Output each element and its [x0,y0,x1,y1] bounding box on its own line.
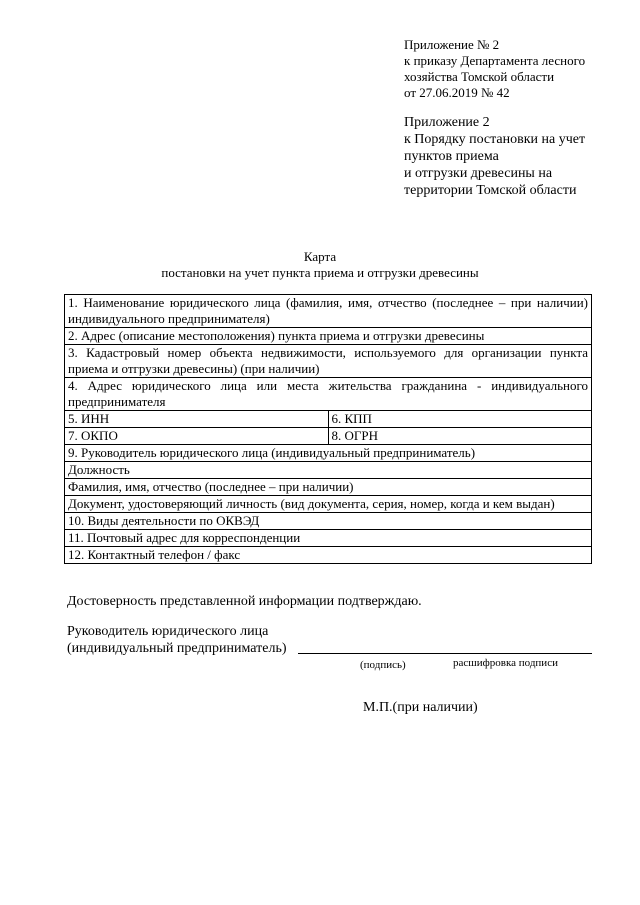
seal-placeholder: М.П.(при наличии) [363,700,478,715]
table-row [65,295,592,328]
table-row [65,411,592,428]
document-title [0,249,640,281]
identity-document-cell: Документ, удостоверяющий личность (вид документа, серия, номер, когда и кем выдан) [65,496,592,513]
head-cell: 9. Руководитель юридического лица (индивидуальный предприниматель) [65,445,592,462]
appendix-line: от 27.06.2019 № 42 [404,85,510,100]
signature-line [298,653,592,654]
cadastral-number-cell: 3. Кадастровый номер объекта недвижимости, используемого для организации пункта приема и отгрузки древесины) (при наличии) [65,345,592,378]
appendix-line: Приложение № 2 [404,37,500,52]
appendix2-line: Приложение 2 [404,115,490,130]
title-line2: постановки на учет пункта приема и отгрузки древесины [161,265,479,280]
okpo-cell: 7. ОКПО [65,428,329,445]
phone-fax-cell: 12. Контактный телефон / факс [65,547,592,564]
confirmation-text: Достоверность представленной информации подтверждаю. [67,594,422,609]
postal-address-cell: 11. Почтовый адрес для корреспонденции [65,530,592,547]
table-row [65,378,592,411]
table-row [65,496,592,513]
appendix2-line: пунктов приема [404,149,499,164]
signatory-label-line2: (индивидуальный предприниматель) [67,641,287,656]
appendix2-line: и отгрузки древесины на [404,166,553,181]
signatory-label [67,623,287,657]
full-name-cell: Фамилия, имя, отчество (последнее – при наличии) [65,479,592,496]
signature-caption: (подпись) [360,659,406,671]
appendix2-header [404,114,585,199]
title-line1: Карта [303,249,337,264]
legal-address-cell: 4. Адрес юридического лица или места жительства гражданина - индивидуального предпринимателя [65,378,592,411]
appendix-header [404,37,585,101]
table-row [65,479,592,496]
table-row [65,547,592,564]
inn-cell: 5. ИНН [65,411,329,428]
appendix-line: к приказу Департамента лесного [404,53,586,68]
table-row [65,462,592,479]
legal-entity-name-cell: 1. Наименование юридического лица (фамилия, имя, отчество (последнее – при наличии) индивидуального предпринимателя) [65,295,592,328]
table-row [65,445,592,462]
signature-decode-caption: расшифровка подписи [453,657,558,669]
appendix-line: хозяйства Томской области [404,69,555,84]
registration-form-table [64,294,592,564]
table-row [65,345,592,378]
okved-cell: 10. Виды деятельности по ОКВЭД [65,513,592,530]
signatory-label-line1: Руководитель юридического лица [67,624,269,639]
table-row [65,328,592,345]
appendix2-line: территории Томской области [404,183,577,198]
site-address-cell: 2. Адрес (описание местоположения) пункта приема и отгрузки древесины [65,328,592,345]
kpp-cell: 6. КПП [328,411,592,428]
position-cell: Должность [65,462,592,479]
table-row [65,513,592,530]
table-row [65,530,592,547]
ogrn-cell: 8. ОГРН [328,428,592,445]
table-row [65,428,592,445]
appendix2-line: к Порядку постановки на учет [404,132,586,147]
